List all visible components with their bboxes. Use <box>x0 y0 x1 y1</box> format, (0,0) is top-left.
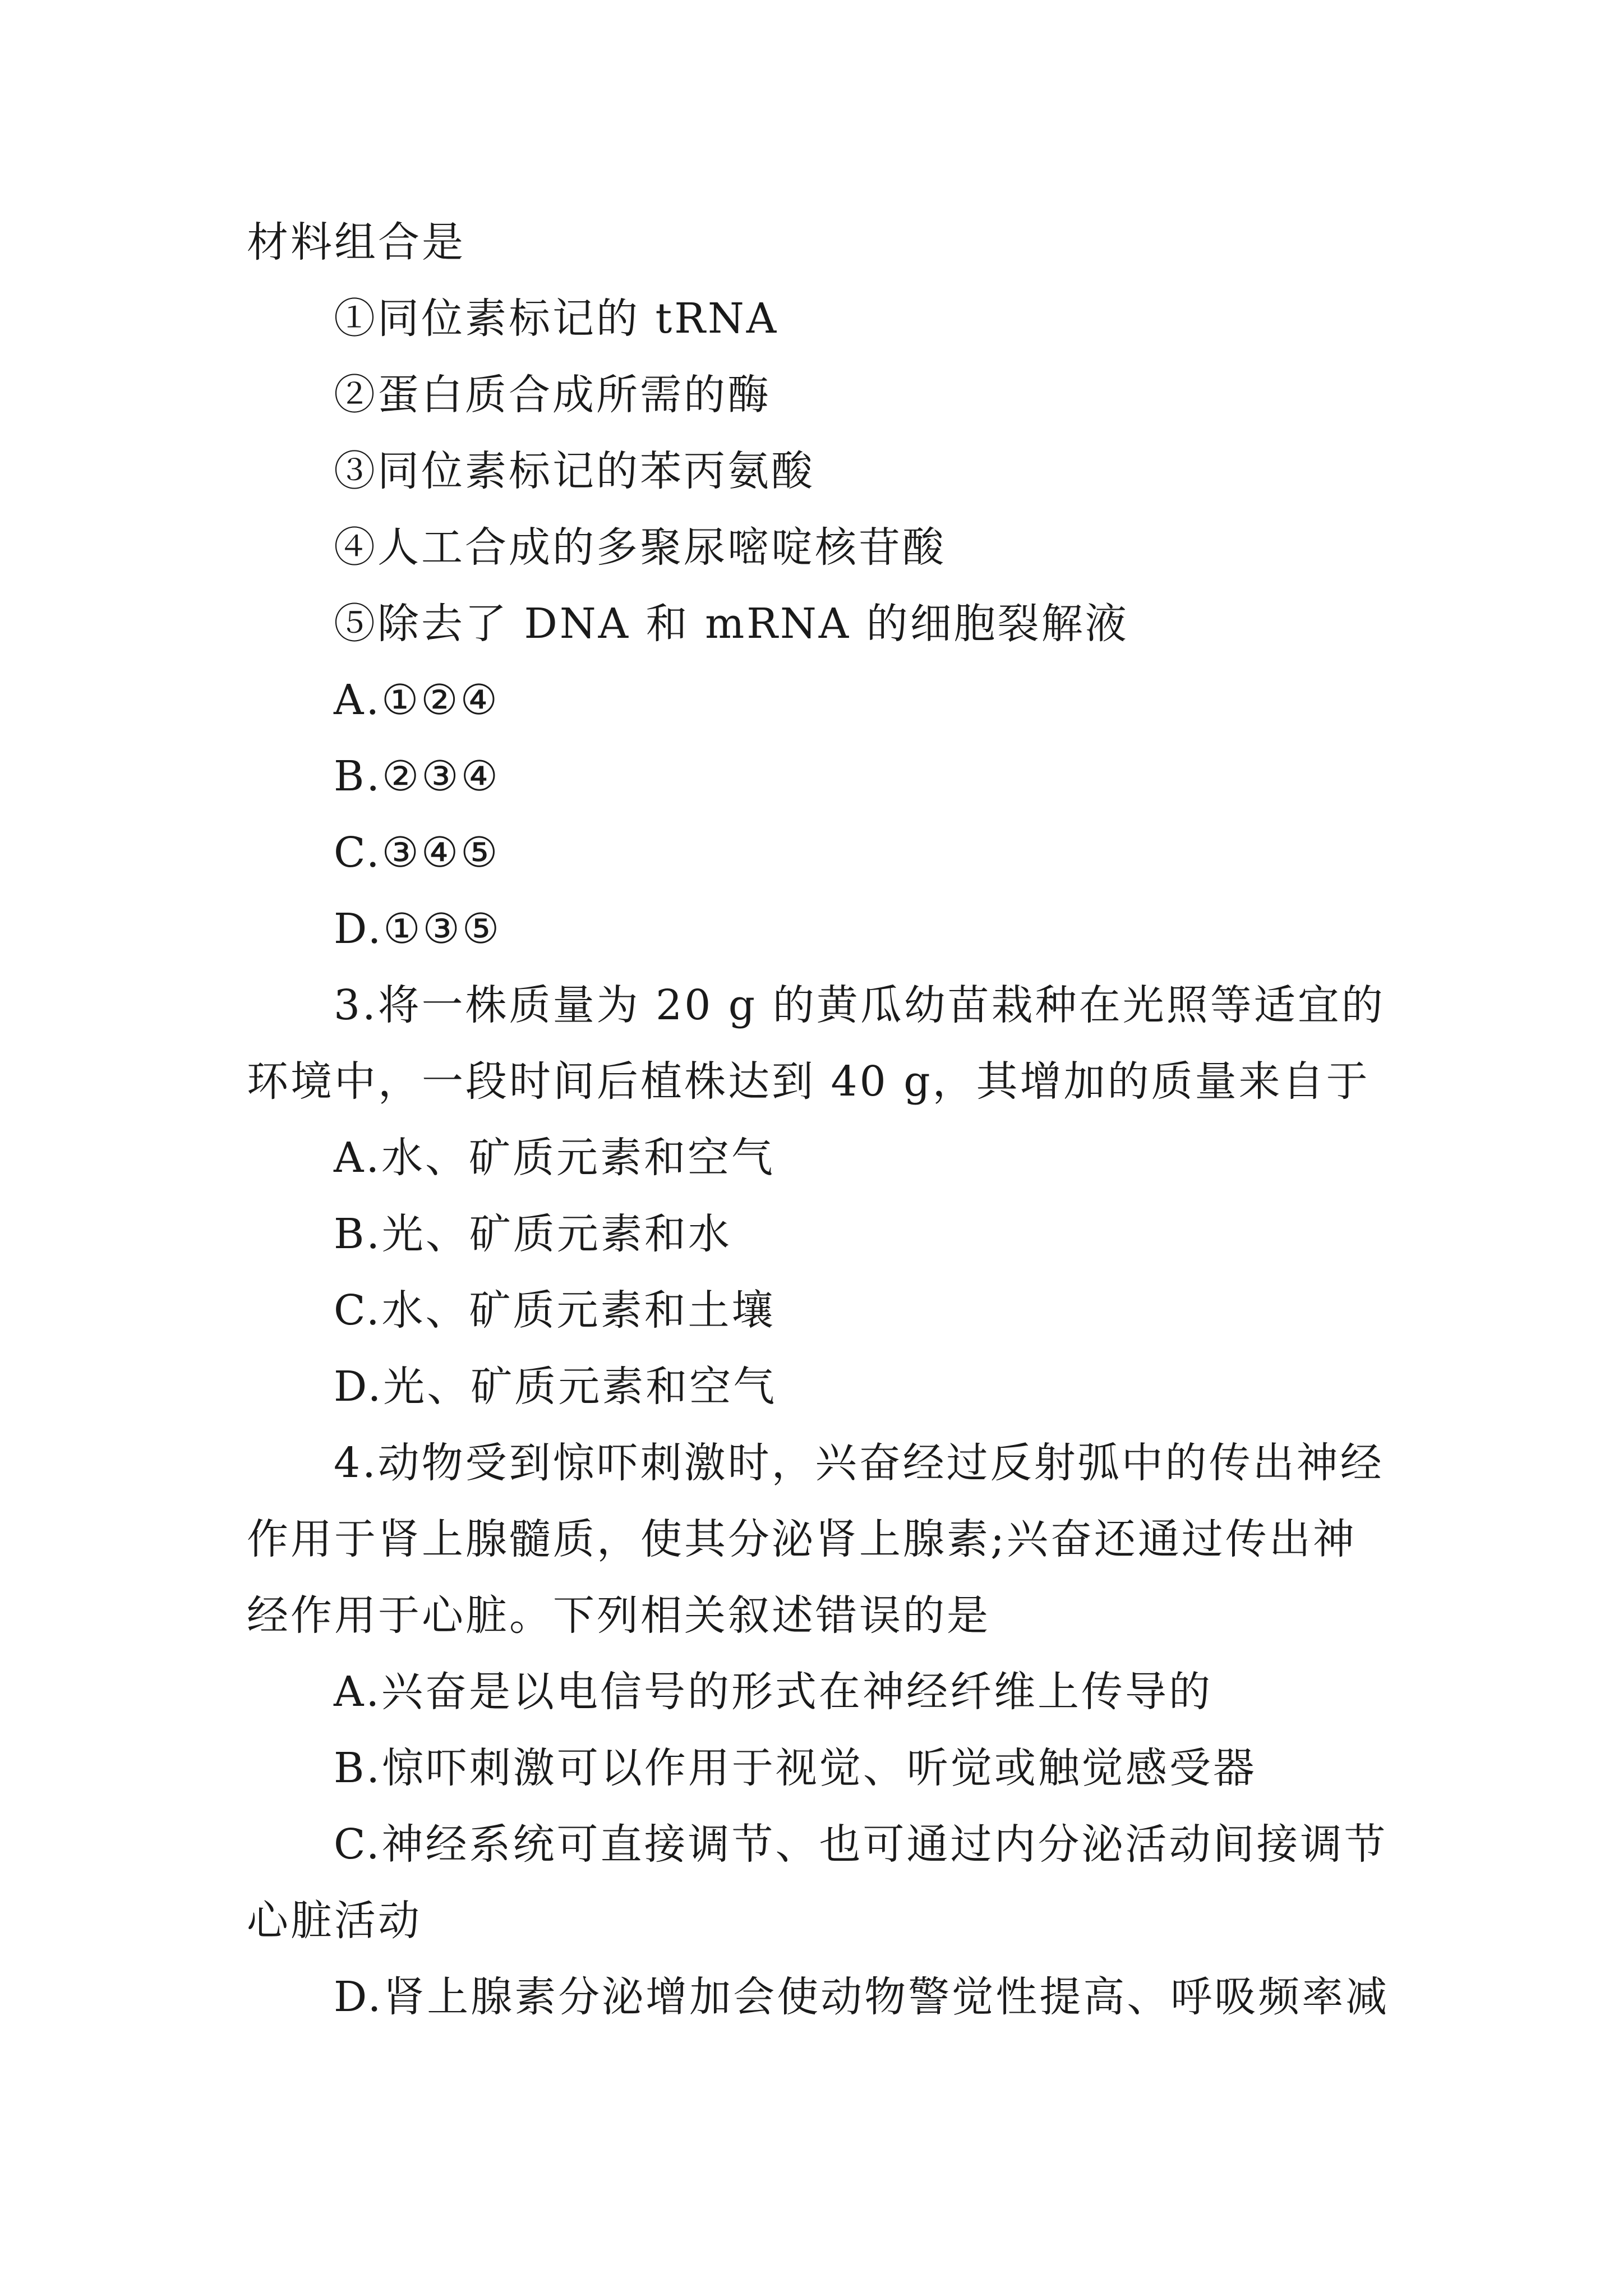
question-4-text: 经作用于心脏。下列相关叙述错误的是 <box>247 1591 990 1640</box>
option-a: A.①②④ <box>334 676 500 724</box>
text-line: 材料组合是 <box>247 218 465 266</box>
text-line: ①同位素标记的 tRNA <box>334 295 779 343</box>
option-b: B.光、矿质元素和水 <box>334 1210 732 1258</box>
question-3-text: 环境中，一段时间后植株达到 40 g，其增加的质量来自于 <box>247 1057 1370 1106</box>
option-d: D.光、矿质元素和空气 <box>334 1363 777 1411</box>
option-b: B.惊吓刺激可以作用于视觉、听觉或触觉感受器 <box>334 1744 1257 1792</box>
text-line: ③同位素标记的苯丙氨酸 <box>334 447 815 495</box>
option-a: A.水、矿质元素和空气 <box>334 1134 775 1182</box>
question-3-text: 3.将一株质量为 20 g 的黄瓜幼苗栽种在光照等适宜的 <box>334 981 1385 1029</box>
option-d: D.①③⑤ <box>334 905 502 953</box>
option-a: A.兴奋是以电信号的形式在神经纤维上传导的 <box>334 1668 1212 1716</box>
text-line: ②蛋白质合成所需的酶 <box>334 371 771 419</box>
option-c-continued: 心脏活动 <box>247 1897 422 1945</box>
option-c: C.神经系统可直接调节、也可通过内分泌活动间接调节 <box>334 1820 1388 1869</box>
option-c: C.③④⑤ <box>334 829 500 877</box>
option-b: B.②③④ <box>334 752 500 800</box>
option-c: C.水、矿质元素和土壤 <box>334 1286 776 1335</box>
question-4-text: 作用于肾上腺髓质，使其分泌肾上腺素;兴奋还通过传出神 <box>247 1515 1357 1563</box>
text-line: ④人工合成的多聚尿嘧啶核苷酸 <box>334 523 946 572</box>
option-d: D.肾上腺素分泌增加会使动物警觉性提高、呼吸频率减 <box>334 1973 1390 2021</box>
text-line: ⑤除去了 DNA 和 mRNA 的细胞裂解液 <box>334 600 1129 648</box>
question-4-text: 4.动物受到惊吓刺激时，兴奋经过反射弧中的传出神经 <box>334 1439 1384 1487</box>
